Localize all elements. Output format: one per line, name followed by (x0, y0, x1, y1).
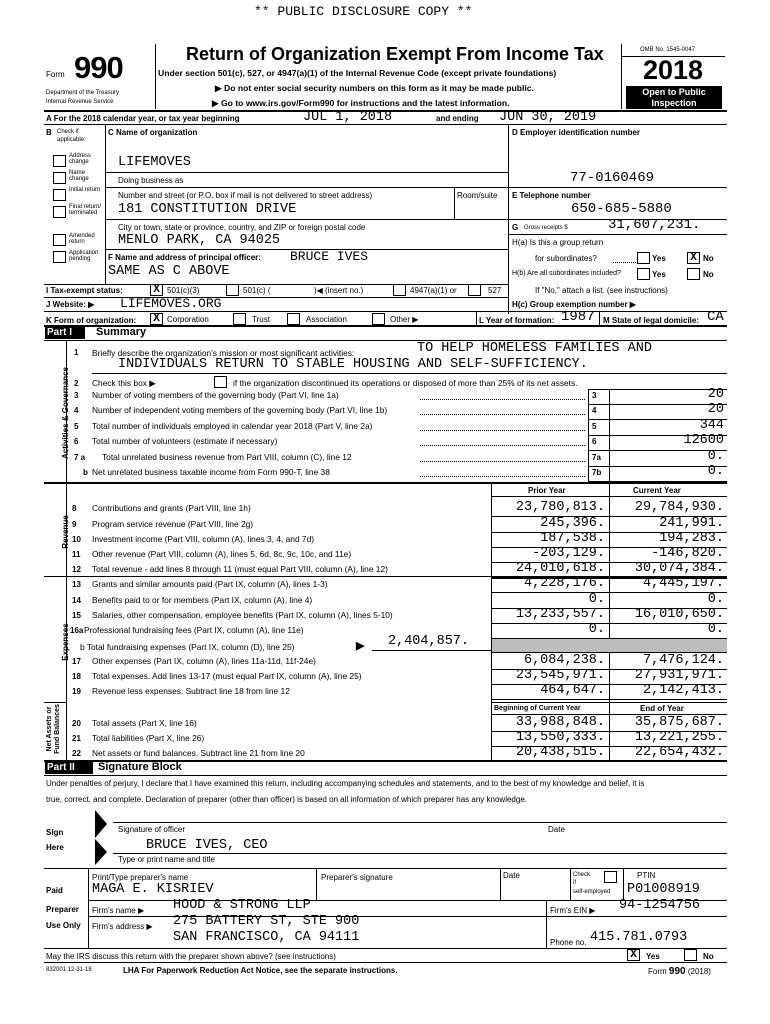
final-return-checkbox[interactable] (53, 206, 66, 218)
ag-line-box: 7a (592, 453, 601, 462)
ha-no-checkbox[interactable]: X (687, 252, 700, 264)
prior-year-value: 464,647. (540, 683, 605, 698)
footer-form-id (648, 966, 711, 977)
rule-line (420, 399, 585, 400)
room-suite-label: Room/suite (457, 191, 498, 200)
telephone-value: 650-685-5880 (571, 201, 672, 217)
sign-date-label: Date (548, 825, 565, 834)
footer-form-number: 990 (668, 966, 686, 977)
tax-year-end: JUN 30, 2019 (499, 110, 597, 125)
here-label: Here (46, 843, 64, 852)
amended-return-label: Amended return (69, 233, 95, 245)
fin-line-num: 18 (72, 672, 81, 681)
fin-line-num: 13 (72, 580, 81, 589)
hc-label-text: H(c) Group exemption number (512, 300, 628, 309)
amended-return-checkbox[interactable] (53, 234, 66, 246)
ag-line-label: Total number of individuals employed in calendar year 2018 (Part V, line 2a) (92, 421, 373, 431)
fin-line-num: 22 (72, 749, 81, 758)
fin-line-num: 17 (72, 657, 81, 666)
paid-label: Paid (46, 886, 63, 895)
discuss-yes-checkbox[interactable]: X (627, 949, 640, 961)
fin-line-label: Investment income (Part VIII, column (A), lines 3, 4, and 7d) (92, 534, 315, 544)
preparer-signature-label: Preparer's signature (321, 873, 393, 882)
527-label: 527 (488, 286, 502, 295)
prior-year-value: 20,438,515. (515, 745, 605, 760)
prior-year-header: Prior Year (528, 486, 566, 495)
ag-line-box: 3 (592, 391, 597, 400)
ag-line-box: 6 (592, 437, 597, 446)
net-assets-side-label-2: Fund Balances (54, 704, 61, 754)
fin-line-label: Total assets (Part X, line 16) (92, 718, 197, 728)
ptin-value: P01008919 (627, 882, 700, 897)
4947-label: 4947(a)(1) or (410, 286, 457, 295)
initial-return-label: Initial return (69, 187, 101, 193)
ag-line-value: 344 (699, 418, 724, 433)
preparer-date-label: Date (503, 871, 520, 880)
corporation-label: Corporation (167, 315, 209, 324)
prior-year-value: 23,780,813. (515, 500, 605, 515)
firm-ein-label-text: Firm's EIN (550, 906, 588, 915)
ha-yes-checkbox[interactable] (637, 252, 650, 264)
ag-line-num: 7 a (74, 453, 86, 462)
ag-line-value: 0. (707, 464, 724, 479)
501c3-checkbox[interactable]: X (150, 284, 163, 296)
fin-line-label: Other expenses (Part IX, column (A), lines 11a-11d, 11f-24e) (92, 656, 316, 666)
firm-address-2: SAN FRANCISCO, CA 94111 (173, 930, 360, 945)
line-16b-arrow: ▶ (356, 640, 365, 652)
current-year-value: 16,010,650. (634, 607, 724, 622)
state-domicile-value: CA (707, 309, 724, 325)
form-word: Form (46, 70, 65, 79)
current-year-value: 2,142,413. (642, 683, 724, 698)
form-title: Return of Organization Exempt From Income Tax (186, 44, 604, 64)
fin-line-num: 21 (72, 734, 81, 743)
initial-return-checkbox[interactable] (53, 189, 66, 201)
line-2-label-text: Check this box (92, 378, 147, 388)
prior-year-value: 13,550,333. (515, 730, 605, 745)
instructions-link-text: Go to www.irs.gov/Form990 for instructions and the latest information. (221, 98, 510, 108)
rule-line (420, 461, 585, 462)
ag-line-num: 6 (74, 437, 79, 446)
current-year-header: Current Year (633, 486, 681, 495)
org-name: LIFEMOVES (118, 155, 191, 170)
501c3-label: 501(c)(3) (167, 286, 200, 295)
telephone-label: E Telephone number (512, 191, 591, 200)
application-pending-checkbox[interactable] (53, 251, 66, 263)
city-label: City or town, state or province, country, and ZIP or foreign postal code (118, 223, 366, 232)
fin-line-num: 10 (72, 535, 81, 544)
fin-line-num: 19 (72, 687, 81, 696)
ha-label: H(a) Is this a group return (512, 238, 604, 247)
ag-line-label: Number of voting members of the governing body (Part VI, line 1a) (92, 390, 339, 400)
firm-address-label: Firm's address ▶ (92, 922, 153, 931)
discuss-yes-label: Yes (646, 952, 660, 961)
check-if-label-2: if (573, 880, 576, 886)
fin-line-label: Salaries, other compensation, employee benefits (Part IX, column (A), lines 5-10) (92, 610, 393, 620)
penalty-statement-2: true, correct, and complete. Declaration of preparer (other than officer) is based on all information of which preparer has any knowledge. (46, 795, 527, 804)
gross-receipts-label: Gross receipts $ (524, 225, 568, 231)
open-line-1: Open to Public (642, 87, 706, 97)
current-year-value: 241,991. (659, 516, 724, 531)
trust-checkbox[interactable] (233, 313, 246, 325)
ha-yes-label: Yes (652, 254, 666, 263)
website-value[interactable]: LIFEMOVES.ORG (120, 296, 222, 311)
fin-line-label: Total expenses. Add lines 13-17 (must equal Part IX, column (A), line 25) (92, 671, 362, 681)
rule-line (420, 414, 585, 415)
prior-year-value: 6,084,238. (523, 653, 605, 668)
principal-officer-address: SAME AS C ABOVE (108, 264, 230, 279)
activities-governance-side-label: Activities & Governance (61, 366, 70, 460)
name-of-org-label: C Name of organization (108, 128, 198, 137)
sign-arrow-2 (95, 839, 107, 865)
other-checkbox[interactable] (372, 313, 385, 325)
ag-line-num: 5 (74, 422, 79, 431)
footer-form-word: Form (648, 967, 667, 976)
discuss-no-checkbox[interactable] (684, 949, 697, 961)
line-a-label: A For the 2018 calendar year, or tax year beginning (46, 114, 240, 123)
application-pending-label: Application pending (69, 250, 99, 262)
fin-line-label: Revenue less expenses. Subtract line 18 from line 12 (92, 686, 290, 696)
ag-line-value: 20 (707, 402, 724, 417)
rule-line (420, 430, 585, 431)
current-year-value: 194,283. (659, 531, 724, 546)
fin-line-num: 9 (72, 520, 77, 529)
hb-note: If "No," attach a list. (see instructions) (535, 286, 668, 295)
omb-number: OMB No. 1545-0047 (640, 47, 696, 53)
ag-line-box: 5 (592, 422, 597, 431)
fin-line-label: Contributions and grants (Part VIII, line 1h) (92, 503, 251, 513)
firm-phone: 415.781.0793 (590, 930, 688, 945)
hb-label: H(b) Are all subordinates included? (512, 270, 621, 277)
ag-line-value: 0. (707, 449, 724, 464)
discontinued-checkbox[interactable] (214, 376, 227, 388)
ha-label-2: for subordinates? (535, 254, 597, 263)
hb-yes-label: Yes (652, 270, 666, 279)
fin-line-num: 12 (72, 565, 81, 574)
use-only-label: Use Only (46, 921, 81, 930)
form-number: 990 (74, 50, 123, 85)
website-label: J Website: ▶ (46, 300, 95, 309)
501c-checkbox[interactable] (226, 284, 239, 296)
discuss-no-label: No (703, 952, 714, 961)
footer-code: 832001 12-31-18 (46, 967, 92, 973)
corporation-checkbox[interactable]: X (150, 313, 163, 325)
section-b-letter: B (46, 128, 52, 137)
state-domicile-label: M State of legal domicile: (603, 316, 700, 325)
officer-name-title: BRUCE IVES, CEO (146, 838, 268, 853)
527-checkbox[interactable] (468, 284, 481, 296)
form-of-org-label: K Form of organization: (46, 316, 137, 325)
prior-year-value: 245,396. (540, 516, 605, 531)
instructions-link[interactable]: ▶ Go to www.irs.gov/Form990 for instructions and the latest information. (212, 98, 510, 108)
rule-line (420, 476, 585, 477)
preparer-name: MAGA E. KISRIEV (92, 882, 214, 897)
signature-officer-label: Signature of officer (118, 825, 186, 834)
part-1-title: Summary (96, 326, 147, 338)
gross-receipts-value: 31,607,231. (608, 217, 701, 233)
form-subtitle: Under section 501(c), 527, or 4947(a)(1) of the Internal Revenue Code (except private foundations) (158, 68, 557, 78)
current-year-value: -146,820. (651, 546, 724, 561)
type-name-label: Type or print name and title (118, 855, 215, 864)
other-label: Other ▶ (390, 315, 419, 324)
principal-officer-name: BRUCE IVES (290, 249, 369, 264)
current-year-value: 22,654,432. (634, 745, 724, 760)
street-label: Number and street (or P.O. box if mail is not delivered to street address) (118, 191, 373, 200)
irs-label: Internal Revenue Service (46, 99, 114, 105)
current-year-value: 29,784,930. (634, 500, 724, 515)
sign-arrow-1 (95, 810, 107, 838)
prior-year-value: 13,233,557. (515, 607, 605, 622)
line-1-label: Briefly describe the organization's mission or most significant activities: (92, 348, 355, 358)
address-change-label: Address change (69, 153, 92, 165)
trust-label: Trust (252, 315, 270, 324)
mission-line-2: INDIVIDUALS RETURN TO STABLE HOUSING AND SELF-SUFFICIENCY. (118, 357, 588, 372)
ein-label: D Employer identification number (512, 128, 641, 137)
ag-line-num: 3 (74, 391, 79, 400)
tax-year-begin: JUL 1, 2018 (303, 110, 393, 125)
hb-yes-checkbox[interactable] (637, 268, 650, 280)
ag-line-box: 7b (592, 468, 602, 477)
fin-line-label: Other revenue (Part VIII, column (A), lines 5, 6d, 8c, 9c, 10c, and 11e) (92, 549, 352, 559)
and-ending-label: and ending (436, 114, 479, 123)
firm-address-label-text: Firm's address (92, 922, 145, 931)
preparer-label: Preparer (46, 905, 79, 914)
rule-line (491, 699, 727, 700)
firm-name-label-text: Firm's name (92, 906, 136, 915)
expenses-side-label: Expenses (61, 623, 70, 661)
open-to-public-badge (626, 86, 722, 109)
boy-header: Beginning of Current Year (494, 705, 581, 712)
tax-exempt-status-label: I Tax-exempt status: (46, 286, 123, 295)
prior-year-value: 0. (588, 592, 605, 607)
preparer-name-label: Print/Type preparer's name (92, 873, 189, 882)
ag-line-label: Net unrelated business taxable income from Form 990-T, line 38 (92, 467, 330, 477)
form-year: 2018 (643, 55, 704, 85)
hc-label: H(c) Group exemption number ▶ (512, 300, 636, 309)
part-2-tag: Part II (45, 762, 93, 774)
rule-line (420, 445, 585, 446)
association-checkbox[interactable] (287, 313, 300, 325)
final-return-label: Final return/ terminated (69, 204, 102, 216)
fin-line-num: 16a (70, 626, 84, 635)
current-year-value: 13,221,255. (634, 730, 724, 745)
year-formation-value: 1987 (561, 309, 595, 325)
public-disclosure-banner: ** PUBLIC DISCLOSURE COPY ** (254, 4, 473, 19)
part-2-title: Signature Block (98, 761, 182, 773)
rule-line (491, 652, 727, 653)
line-16b-value: 2,404,857. (388, 634, 470, 649)
fin-line-num: 20 (72, 719, 81, 728)
hb-no-label: No (703, 270, 714, 279)
prior-year-value: 187,538. (540, 531, 605, 546)
hb-no-checkbox[interactable] (687, 268, 700, 280)
501c-label: 501(c) ( (243, 286, 271, 295)
dept-treasury: Department of the Treasury (46, 90, 120, 96)
sign-label: Sign (46, 828, 64, 837)
line-2-label: Check this box ▶ (92, 378, 156, 388)
org-street: 181 CONSTITUTION DRIVE (118, 202, 297, 217)
line-2-label-b: if the organization discontinued its operations or disposed of more than 25% of its net assets. (233, 378, 578, 388)
fin-line-label: Professional fundraising fees (Part IX, column (A), line 11e) (84, 625, 304, 635)
firm-ein-label: Firm's EIN ▶ (550, 906, 596, 915)
ag-line-value: 12600 (683, 433, 724, 448)
name-change-checkbox[interactable] (53, 172, 66, 184)
self-employed-checkbox[interactable] (604, 871, 617, 883)
firm-phone-label: Phone no. (550, 938, 587, 947)
org-city: MENLO PARK, CA 94025 (118, 233, 281, 248)
line-1-num: 1 (74, 348, 79, 357)
current-year-value: 30,074,384. (634, 561, 724, 576)
revenue-side-label: Revenue (61, 515, 70, 549)
footer-form-year: (2018) (687, 967, 711, 976)
prior-year-value: 23,545,971. (515, 668, 605, 683)
fin-line-num: 8 (72, 504, 77, 513)
fin-line-label: Benefits paid to or for members (Part IX, column (A), line 4) (92, 595, 313, 605)
paperwork-notice: LHA For Paperwork Reduction Act Notice, see the separate instructions. (123, 966, 398, 975)
current-year-value: 35,875,687. (634, 715, 724, 730)
website-label-text: J Website: (46, 300, 86, 309)
fin-line-num: 11 (72, 550, 81, 559)
prior-year-value: 4,228,176. (523, 576, 605, 591)
eoy-header: End of Year (640, 704, 684, 713)
firm-name: HOOD & STRONG LLP (173, 898, 311, 913)
check-label: Check (573, 872, 591, 878)
irs-discuss-question: May the IRS discuss this return with the preparer shown above? (see instructions) (46, 952, 336, 961)
ag-line-label: Number of independent voting members of the governing body (Part VI, line 1b) (92, 405, 388, 415)
current-year-value: 0. (707, 592, 724, 607)
fin-line-label: Total revenue - add lines 8 through 11 (must equal Part VIII, column (A), line 12) (92, 564, 388, 574)
fin-line-num: 15 (72, 611, 81, 620)
current-year-value: 7,476,124. (642, 653, 724, 668)
association-label: Association (306, 315, 347, 324)
year-formation-label: L Year of formation: (479, 316, 555, 325)
fin-line-label: Grants and similar amounts paid (Part IX, column (A), lines 1-3) (92, 579, 328, 589)
line-16b-label: b Total fundraising expenses (Part IX, column (D), line 25) (80, 642, 295, 652)
address-change-checkbox[interactable] (53, 155, 66, 167)
ag-line-value: 20 (707, 387, 724, 402)
line-2-num: 2 (74, 379, 79, 388)
ag-line-num: 4 (74, 406, 79, 415)
rule-line (66, 576, 727, 577)
dba-label: Doing business as (118, 176, 184, 185)
self-employed-label: self-employed (573, 889, 611, 895)
prior-year-value: 24,010,618. (515, 561, 605, 576)
ag-line-label: Total unrelated business revenue from Part VIII, column (C), line 12 (102, 452, 352, 462)
firm-address-1: 275 BATTERY ST, STE 900 (173, 914, 360, 929)
current-year-value: 0. (707, 622, 724, 637)
fin-line-label: Total liabilities (Part X, line 26) (92, 733, 205, 743)
prior-year-value: 0. (588, 622, 605, 637)
net-assets-side-label (46, 701, 64, 757)
penalty-statement-1: Under penalties of perjury, I declare that I have examined this return, including accompanying schedules and statements, and to the best of my knowledge and belief, it is (46, 779, 645, 788)
mission-line-1: TO HELP HOMELESS FAMILIES AND (417, 341, 652, 356)
ssn-warning: ▶ Do not enter social security numbers on this form as it may be made public. (215, 83, 534, 93)
prior-year-value: 33,988,848. (515, 715, 605, 730)
ha-no-label: No (703, 254, 714, 263)
ptin-label: PTIN (637, 871, 656, 880)
current-year-value: 4,445,197. (642, 576, 724, 591)
net-assets-side-label-1: Net Assets or (46, 706, 53, 752)
principal-officer-label: F Name and address of principal officer: (108, 253, 261, 262)
4947-checkbox[interactable] (393, 284, 406, 296)
line-16b-shaded (492, 639, 727, 652)
part-1-tag: Part I (45, 327, 85, 339)
ag-line-label: Total number of volunteers (estimate if necessary) (92, 436, 278, 446)
fin-line-label: Program service revenue (Part VIII, line 2g) (92, 519, 254, 529)
check-if-label: Check if (57, 129, 79, 135)
name-change-label: Name change (69, 170, 89, 182)
fin-line-label: Net assets or fund balances. Subtract line 21 from line 20 (92, 748, 305, 758)
firm-ein: 94-1254756 (619, 898, 701, 913)
ssn-warning-text: Do not enter social security numbers on this form as it may be made public. (224, 83, 534, 93)
ein-value: 77-0160469 (570, 170, 655, 186)
prior-year-value: -203,129. (532, 546, 605, 561)
firm-name-label: Firm's name ▶ (92, 906, 145, 915)
ag-line-num: b (83, 468, 88, 477)
applicable-label: applicable: (57, 137, 86, 143)
g-letter: G (512, 223, 519, 232)
current-year-value: 27,931,971. (634, 668, 724, 683)
insert-no-label: )◀ (insert no.) (314, 286, 364, 295)
open-line-2: Inspection (651, 97, 697, 108)
other-label-text: Other (390, 315, 411, 324)
fin-line-num: 14 (72, 596, 81, 605)
ag-line-box: 4 (592, 406, 597, 415)
